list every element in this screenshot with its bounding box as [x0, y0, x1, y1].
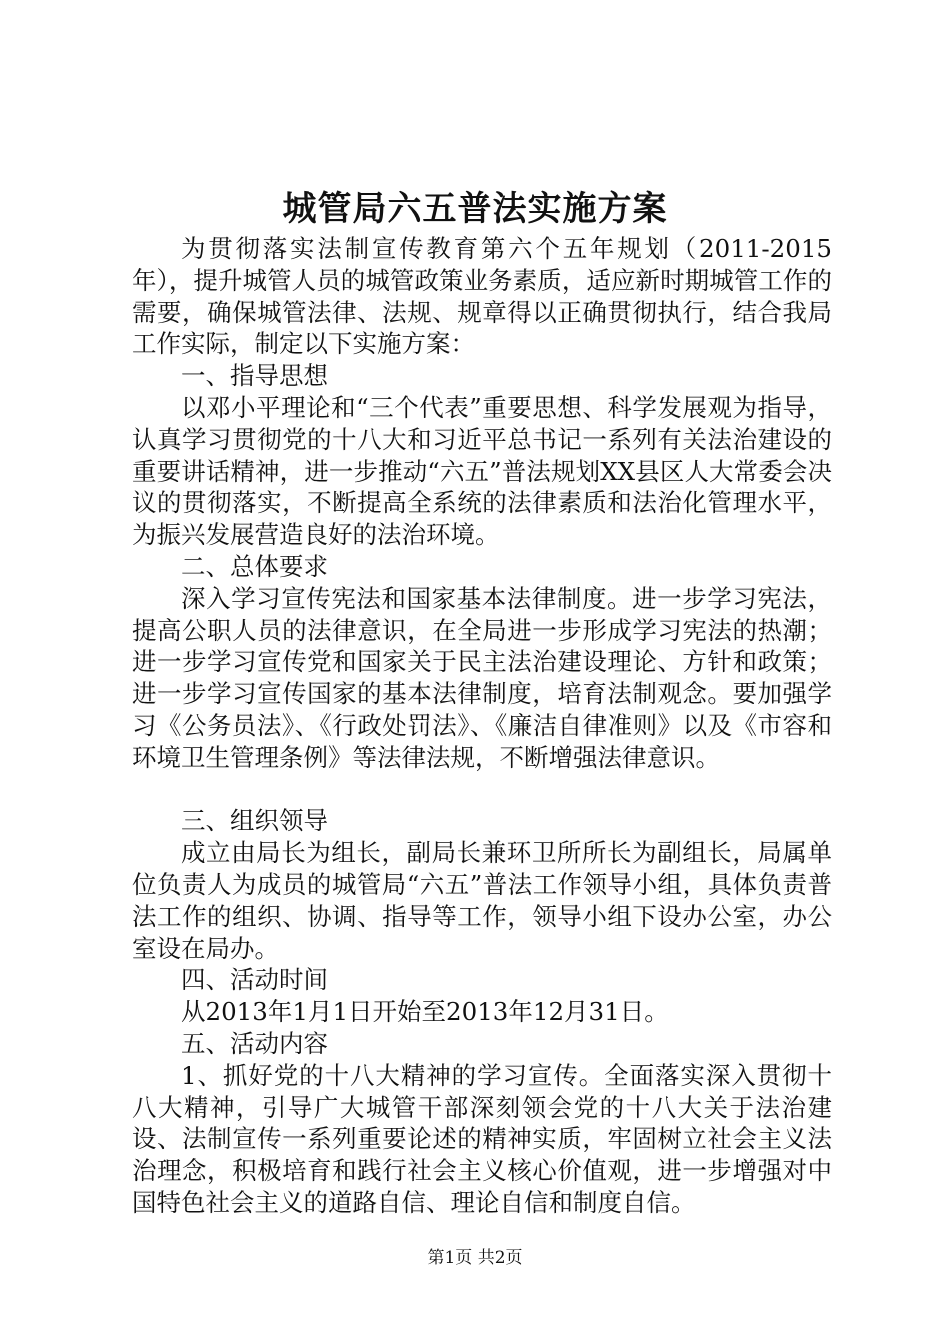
document-body	[132, 233, 832, 1219]
section-heading-activity-time: 四、活动时间	[181, 965, 328, 995]
section-heading-guiding-ideology: 一、指导思想	[181, 361, 328, 391]
section-heading-organization: 三、组织领导	[181, 806, 328, 836]
intro-paragraph: 为贯彻落实法制宣传教育第六个五年规划（2011-2015年），提升城管人员的城管政策业务素质，适应新时期城管工作的需要，确保城管法律、法规、规章得以正确贯彻执行，结合我局工作实际，制定以下实施方案：	[132, 234, 832, 359]
general-requirements-paragraph: 深入学习宣传宪法和国家基本法律制度。进一步学习宪法，提高公职人员的法律意识，在全局进一步形成学习宪法的热潮；进一步学习宣传党和国家关于民主法治建设理论、方针和政策；进一步学习宣传国家的基本法律制度，培育法制观念。要加强学习《公务员法》、《行政处罚法》、《廉洁自律准则》以及《市容和环境卫生管理条例》等法律法规，不断增强法律意识。	[132, 583, 832, 772]
blank-line	[132, 774, 832, 806]
activity-content-paragraph: 1、抓好党的十八大精神的学习宣传。全面落实深入贯彻十八大精神，引导广大城管干部深刻领会党的十八大关于法治建设、法制宣传一系列重要论述的精神实质，牢固树立社会主义法治理念，积极培育和践行社会主义核心价值观，进一步增强对中国特色社会主义的道路自信、理论自信和制度自信。	[132, 1060, 832, 1217]
section-heading-activity-content: 五、活动内容	[181, 1028, 328, 1058]
organization-paragraph: 成立由局长为组长，副局长兼环卫所所长为副组长，局属单位负责人为成员的城管局“六五”普法工作领导小组，具体负责普法工作的组织、协调、指导等工作，领导小组下设办公室，办公室设在局办。	[132, 838, 832, 963]
activity-time-paragraph: 从2013年1月1日开始至2013年12月31日。	[181, 997, 669, 1027]
page-footer: 第1页 共2页	[427, 1248, 523, 1268]
guiding-ideology-paragraph: 以邓小平理论和“三个代表”重要思想、科学发展观为指导，认真学习贯彻党的十八大和习近平总书记一系列有关法治建设的重要讲话精神，进一步推动“六五”普法规划XX县区人大常委会决议的贯彻落实，不断提高全系统的法律素质和法治化管理水平，为振兴发展营造良好的法治环境。	[132, 392, 832, 550]
section-heading-general-requirements: 二、总体要求	[181, 551, 328, 581]
document-title: 城管局六五普法实施方案	[282, 189, 668, 229]
